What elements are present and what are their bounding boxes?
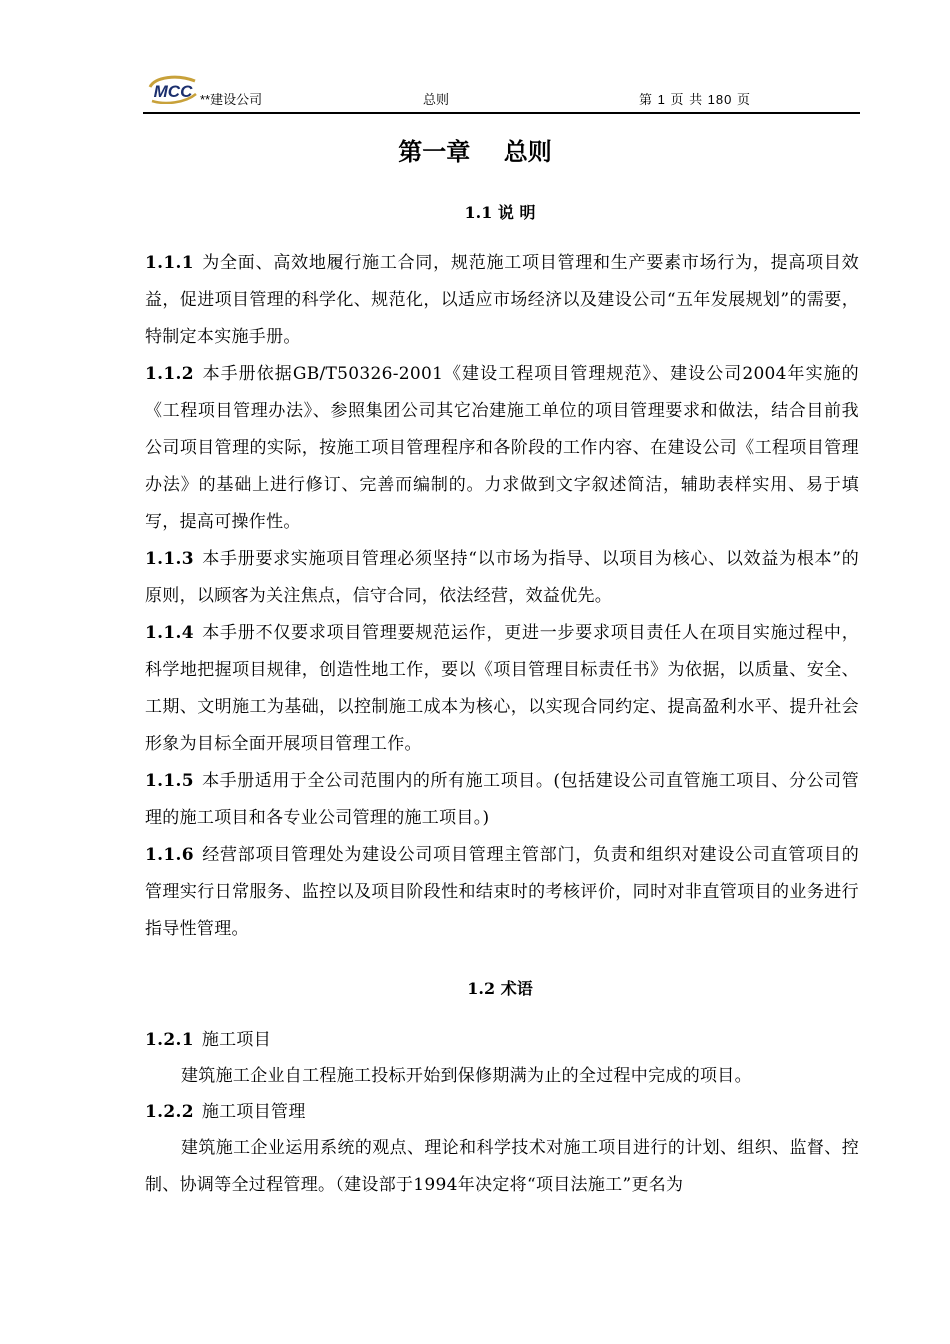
mcc-logo-icon	[147, 74, 199, 104]
header-company: **建设公司	[200, 92, 263, 107]
header-page-info: 第 1 页 共 180 页	[639, 92, 751, 107]
paragraph-text: 本手册不仅要求项目管理要规范运作，更进一步要求项目责任人在项目实施过程中，科学地把握项目规律，创造性地工作，要以《项目管理目标责任书》为依据，以质量、安全、工期、文明施工为基础，以控制施工成本为核心，以实现合同约定、提高盈利水平、提升社会形象为目标全面开展项目管理工作。	[145, 623, 859, 754]
header-section: 总则	[423, 92, 450, 107]
paragraph-number: 1.1.5	[145, 771, 194, 791]
page-header	[143, 70, 860, 114]
chapter-title: 第一章 总则	[398, 137, 552, 166]
paragraph	[145, 763, 859, 837]
term-definition: 建筑施工企业自工程施工投标开始到保修期满为止的全过程中完成的项目。	[181, 1066, 752, 1086]
section-title: 1.2 术语	[467, 979, 533, 998]
paragraph	[145, 837, 859, 948]
paragraph-text: 经营部项目管理处为建设公司项目管理主管部门，负责和组织对建设公司直管项目的管理实行日常服务、监控以及项目阶段性和结束时的考核评价，同时对非直管项目的业务进行指导性管理。	[145, 845, 859, 939]
section-title: 1.1 说 明	[464, 203, 536, 222]
term-definition: 建筑施工企业运用系统的观点、理论和科学技术对施工项目进行的计划、组织、监督、控制、协调等全过程管理。（建设部于1994年决定将“项目法施工”更名为	[145, 1138, 859, 1195]
paragraph-text: 为全面、高效地履行施工合同，规范施工项目管理和生产要素市场行为，提高项目效益，促进项目管理的科学化、规范化，以适应市场经济以及建设公司“五年发展规划”的需要，特制定本实施手册。	[145, 253, 859, 347]
paragraph-text: 本手册依据GB/T50326-2001《建设工程项目管理规范》、建设公司2004年实施的《工程项目管理办法》、参照集团公司其它冶建施工单位的项目管理要求和做法，结合目前我公司项目管理的实际，按施工项目管理程序和各阶段的工作内容、在建设公司《工程项目管理办法》的基础上进行修订、完善而编制的。力求做到文字叙述简洁，辅助表样实用、易于填写，提高可操作性。	[145, 364, 859, 532]
term-name: 施工项目	[201, 1030, 272, 1050]
term-number: 1.2.1	[145, 1030, 194, 1050]
term-heading	[145, 1094, 859, 1131]
paragraph-number: 1.1.2	[145, 364, 194, 384]
term-name: 施工项目管理	[201, 1102, 306, 1122]
term-heading	[145, 1022, 859, 1059]
paragraph-text: 本手册要求实施项目管理必须坚持“以市场为指导、以项目为核心、以效益为根本”的原则，以顾客为关注焦点，信守合同，依法经营，效益优先。	[145, 549, 859, 606]
paragraph-number: 1.1.4	[145, 623, 194, 643]
paragraph-text: 本手册适用于全公司范围内的所有施工项目。(包括建设公司直管施工项目、分公司管理的施工项目和各专业公司管理的施工项目。)	[145, 771, 859, 828]
paragraph	[145, 245, 859, 356]
term-number: 1.2.2	[145, 1102, 194, 1122]
paragraph	[145, 541, 859, 615]
paragraph-number: 1.1.3	[145, 549, 194, 569]
svg-text:MCC: MCC	[153, 82, 193, 101]
paragraph-number: 1.1.1	[145, 253, 194, 273]
paragraph	[145, 356, 859, 541]
paragraph	[145, 615, 859, 763]
paragraph-number: 1.1.6	[145, 845, 194, 865]
